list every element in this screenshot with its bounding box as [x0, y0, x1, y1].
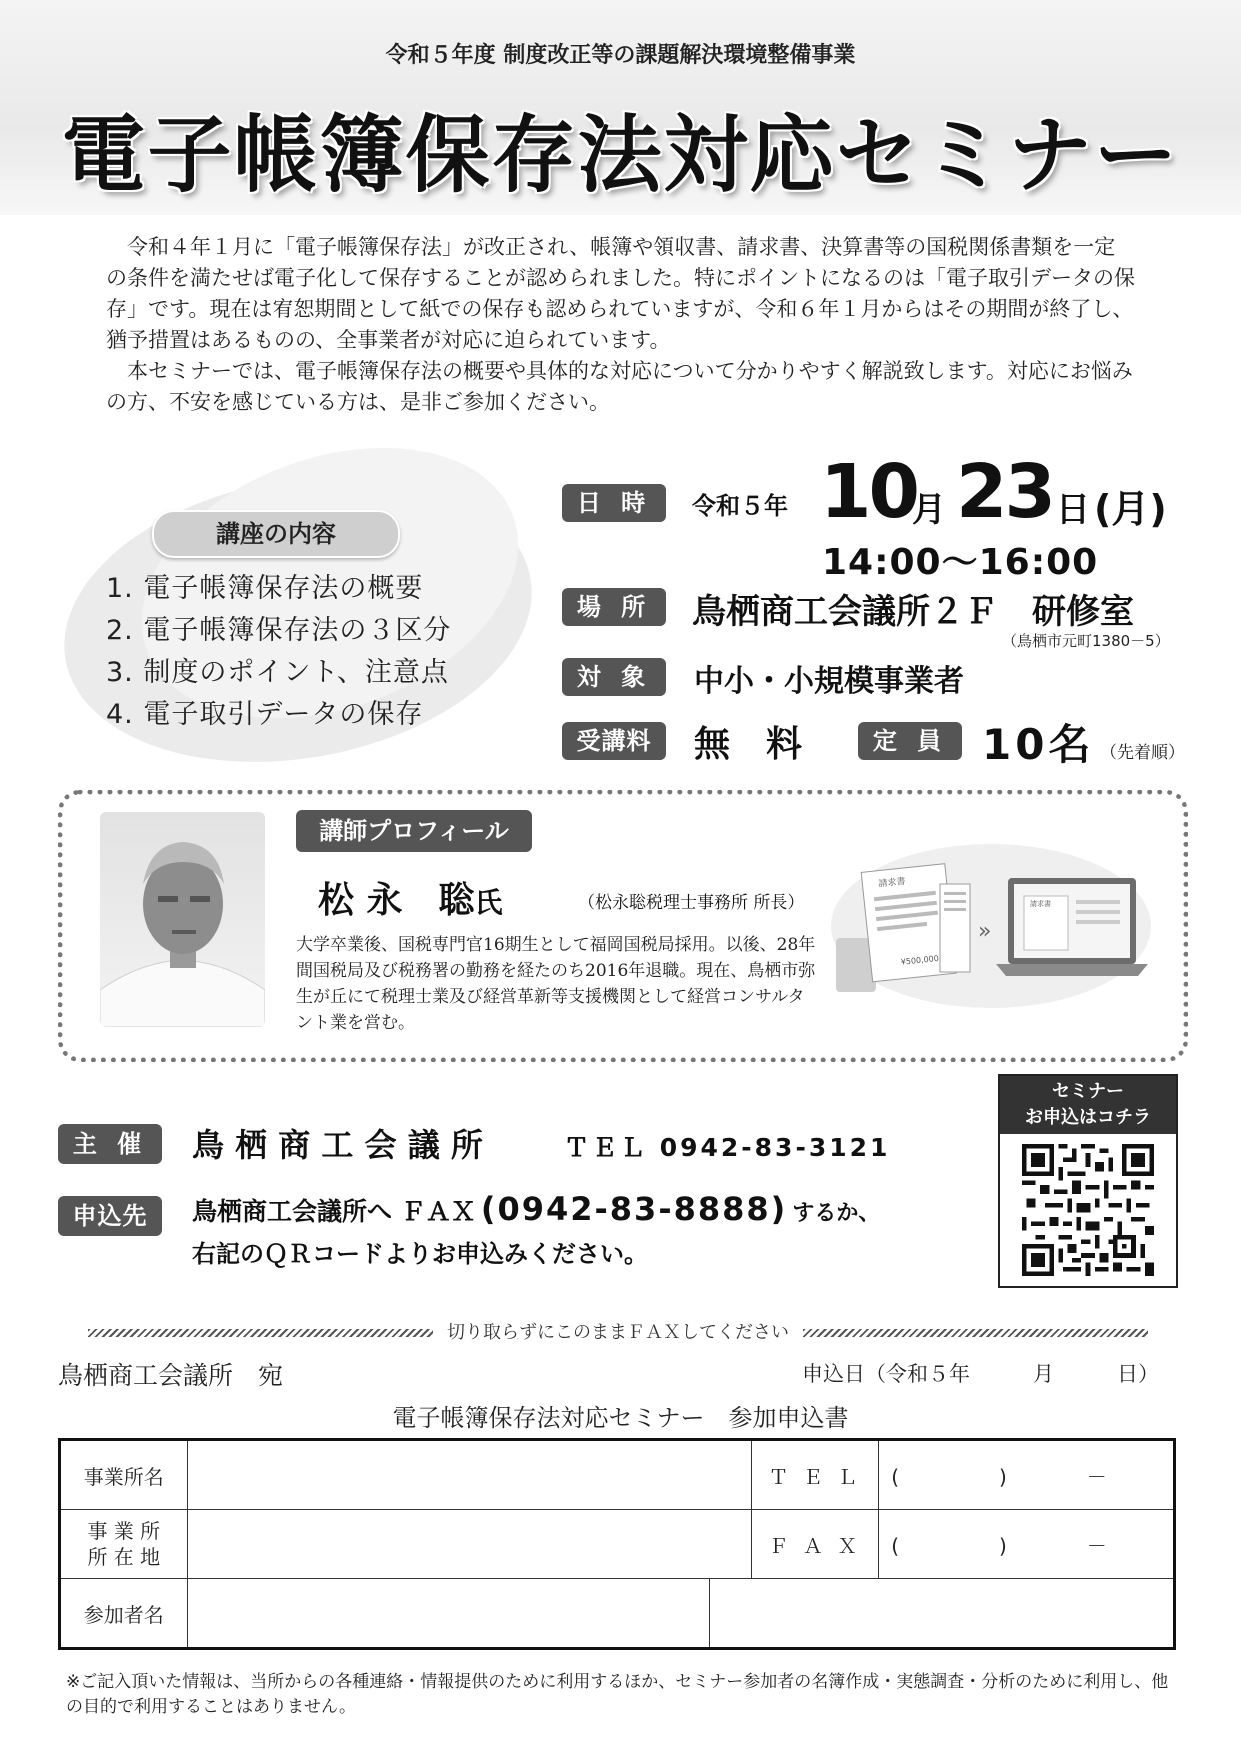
organizer-label: 主 催	[58, 1124, 162, 1164]
qr-heading	[1000, 1076, 1176, 1134]
invoice-title: 請求書	[878, 876, 906, 890]
date-month-unit: 月	[912, 490, 946, 530]
course-list	[106, 568, 451, 736]
digitization-illustration	[826, 826, 1156, 1016]
invoice-amount: ¥500,000	[900, 953, 940, 967]
event-time: 14:00〜16:00	[822, 542, 1099, 583]
lecturer-photo	[100, 812, 265, 1027]
qr-code-icon[interactable]	[1022, 1144, 1154, 1276]
fax-field[interactable]: ( ) －	[879, 1510, 1175, 1579]
form-addressee: 鳥栖商工会議所 宛	[58, 1361, 284, 1390]
apply-label: 申込先	[58, 1196, 162, 1236]
date-day: 23	[956, 449, 1053, 535]
participant-field-1[interactable]	[187, 1579, 709, 1649]
screen-title: 請求書	[1030, 900, 1051, 908]
lecturer-honorific: 氏	[474, 886, 503, 919]
fee-label: 受講料	[562, 722, 666, 760]
qr-box[interactable]	[998, 1074, 1178, 1288]
tel-label: Ｔ Ｅ Ｌ	[751, 1440, 879, 1510]
course-item: 3. 制度のポイント、注意点	[106, 657, 449, 688]
arrow-right-icon: »	[978, 919, 992, 944]
organizer-name: 鳥 栖 商 工 会 議 所	[192, 1126, 483, 1164]
event-address: （鳥栖市元町1380－5）	[1002, 632, 1170, 650]
course-heading: 講座の内容	[152, 510, 400, 558]
course-item: 4. 電子取引データの保存	[106, 699, 424, 730]
apply-text-b: するか、	[792, 1201, 881, 1226]
cut-line-right	[803, 1329, 1148, 1337]
address-field[interactable]	[187, 1510, 751, 1579]
business-name-field[interactable]	[187, 1440, 751, 1510]
form-apply-date[interactable]: 申込日（令和５年 月 日）	[802, 1362, 1159, 1386]
target-label: 対 象	[562, 658, 666, 696]
course-item: 2. 電子帳簿保存法の３区分	[106, 615, 452, 646]
event-fee: 無 料	[694, 724, 803, 765]
capacity-label: 定 員	[858, 722, 962, 760]
fax-label: Ｆ Ａ Ｘ	[751, 1510, 879, 1579]
organizer-tel: ＴＥＬ 0942-83-3121	[564, 1133, 891, 1162]
qr-heading-line-1: セミナー	[1052, 1081, 1124, 1102]
person-icon	[100, 812, 265, 1027]
intro-text	[106, 232, 1136, 418]
date-weekday: (月)	[1094, 487, 1167, 531]
profile-label: 講師プロフィール	[296, 810, 532, 852]
date-month: 10	[820, 449, 917, 535]
form-title: 電子帳簿保存法対応セミナー 参加申込書	[392, 1404, 849, 1432]
participant-field-2[interactable]	[709, 1579, 1174, 1649]
tel-field[interactable]: ( ) －	[879, 1440, 1175, 1510]
event-capacity: 10名	[982, 720, 1095, 769]
event-place: 鳥栖商工会議所２Ｆ 研修室	[692, 592, 1134, 632]
row-label-business-name: 事業所名	[60, 1440, 188, 1510]
footnote: ※ご記入頂いた情報は、当所からの各種連絡・情報提供のために利用するほか、セミナー参加者の名簿作成・実態調査・分析のために利用し、他の目的で利用することはありません。	[66, 1672, 1169, 1717]
place-label: 場 所	[562, 588, 666, 626]
intro-paragraph-1: 令和４年１月に「電子帳簿保存法」が改正され、帳簿や領収書、請求書、決算書等の国税関係書類を一定の条件を満たせば電子化して保存することが認められました。特にポイントになるのは「電子取引データの保存」です。現在は宥恕期間として紙での保存も認められていますが、令和６年１月からはその期間が終了し、猶予措置はあるものの、全事業者が対応に迫られています。	[106, 235, 1135, 352]
qr-heading-line-2: お申込はコチラ	[1025, 1107, 1151, 1128]
application-form	[58, 1438, 1176, 1650]
cut-note: 切り取らずにこのままＦＡＸしてください	[447, 1322, 789, 1343]
apply-line-2: 右記のＱＲコードよりお申込みください。	[192, 1240, 648, 1268]
date-era: 令和５年	[692, 492, 788, 520]
page-title: 電子帳簿保存法対応セミナー	[61, 106, 1180, 204]
apply-line-1	[192, 1190, 880, 1228]
header-subtitle: 令和５年度 制度改正等の課題解決環境整備事業	[385, 43, 856, 68]
lecturer-affiliation: （松永聡税理士事務所 所長）	[578, 893, 805, 913]
lecturer-bio: 大学卒業後、国税専門官16期生として福岡国税局採用。以後、28年間国税局及び税務署の勤務を経たのち2016年退職。現在、鳥栖市弥生が丘にて税理士業及び経営革新等支援機関として経営コンサルタント業を営む。	[296, 935, 816, 1033]
date-day-unit: 日	[1056, 490, 1090, 530]
cut-line-left	[88, 1329, 433, 1337]
cut-line	[58, 1318, 1178, 1344]
receipt-icon	[940, 884, 970, 972]
date-label: 日 時	[562, 484, 666, 522]
lecturer-name-text: 松 永 聡	[318, 879, 475, 921]
course-item: 1. 電子帳簿保存法の概要	[106, 573, 424, 604]
row-label-address: 事 業 所 所 在 地	[60, 1510, 188, 1579]
intro-paragraph-2: 本セミナーでは、電子帳簿保存法の概要や具体的な対応について分かりやすく解説致します。対応にお悩みの方、不安を感じている方は、是非ご参加ください。	[106, 359, 1133, 414]
apply-text-a: 鳥栖商工会議所へ ＦＡＸ	[192, 1197, 476, 1226]
event-target: 中小・小規模事業者	[694, 664, 964, 699]
row-label-participant: 参加者名	[60, 1579, 188, 1649]
capacity-note: （先着順）	[1100, 743, 1185, 763]
apply-fax: (0942-83-8888)	[480, 1190, 788, 1228]
lecturer-name	[318, 872, 503, 923]
